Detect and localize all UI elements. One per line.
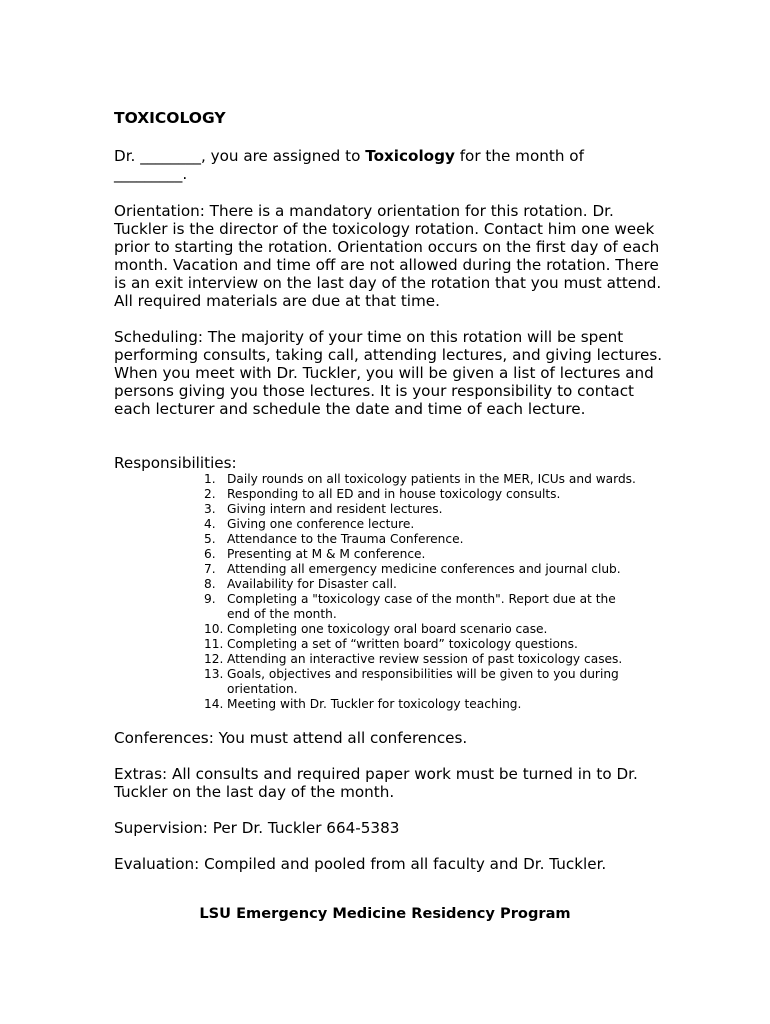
list-item	[204, 487, 674, 502]
list-item	[204, 577, 674, 592]
list-item-number: 5.	[204, 532, 216, 546]
extras-paragraph: Extras: All consults and required paper work must be turned in to Dr. Tuckler on the last day of the month.	[114, 765, 638, 801]
list-item-text: Attendance to the Trauma Conference.	[227, 532, 464, 546]
list-item-number: 10.	[204, 622, 224, 636]
list-item-text: Attending all emergency medicine conferences and journal club.	[227, 562, 621, 576]
list-item-text: Responding to all ED and in house toxicology consults.	[227, 487, 561, 501]
list-item-number: 7.	[204, 562, 216, 576]
list-item	[204, 652, 674, 667]
program-footer: LSU Emergency Medicine Residency Program	[199, 905, 571, 922]
list-item-text: Daily rounds on all toxicology patients in the MER, ICUs and wards.	[227, 472, 636, 486]
assignment-month-blank: _________.	[114, 165, 188, 183]
list-item-number: 3.	[204, 502, 216, 516]
conferences-paragraph: Conferences: You must attend all conferences.	[114, 729, 468, 747]
list-item-number: 8.	[204, 577, 216, 591]
assignment-rotation: Toxicology	[365, 147, 455, 165]
list-item-text: Presenting at M & M conference.	[227, 547, 426, 561]
list-item-number: 9.	[204, 592, 216, 606]
list-item-text: Giving intern and resident lectures.	[227, 502, 443, 516]
list-item-text: Giving one conference lecture.	[227, 517, 415, 531]
list-item-number: 12.	[204, 652, 224, 666]
list-item	[204, 547, 674, 562]
list-item	[204, 637, 674, 652]
list-item-text: Completing one toxicology oral board scenario case.	[227, 622, 548, 636]
list-item	[204, 517, 674, 532]
assignment-suffix: for the month of	[454, 147, 584, 165]
supervision-paragraph: Supervision: Per Dr. Tuckler 664-5383	[114, 819, 400, 837]
list-item-text: Completing a "toxicology case of the month". Report due at the end of the month.	[227, 592, 616, 621]
list-item-number: 4.	[204, 517, 216, 531]
list-item-text: Availability for Disaster call.	[227, 577, 397, 591]
list-item	[204, 667, 674, 697]
list-item-number: 13.	[204, 667, 224, 681]
list-item-number: 6.	[204, 547, 216, 561]
list-item	[204, 532, 674, 547]
document-title: TOXICOLOGY	[114, 109, 226, 127]
assignment-prefix: Dr. ________, you are assigned to	[114, 147, 366, 165]
responsibilities-list	[204, 472, 674, 712]
list-item	[204, 502, 674, 517]
scheduling-paragraph: Scheduling: The majority of your time on this rotation will be spent performing consults, taking call, attending lectures, and giving lectures. When you meet with Dr. Tuckler, you will be given a list of lectures and persons giving you those lectures. It is your responsibility to contact each lecturer and schedule the date and time of each lecture.	[114, 328, 663, 418]
list-item-text: Completing a set of “written board” toxicology questions.	[227, 637, 578, 651]
list-item-text: Goals, objectives and responsibilities will be given to you during orientation.	[227, 667, 619, 696]
list-item	[204, 592, 674, 622]
list-item	[204, 472, 674, 487]
list-item-number: 11.	[204, 637, 224, 651]
list-item	[204, 697, 674, 712]
list-item	[204, 562, 674, 577]
list-item-number: 14.	[204, 697, 224, 711]
list-item-number: 2.	[204, 487, 216, 501]
orientation-paragraph: Orientation: There is a mandatory orientation for this rotation. Dr. Tuckler is the director of the toxicology rotation. Contact him one week prior to starting the rotation. Orientation occurs on the first day of each month. Vacation and time off are not allowed during the rotation. There is an exit interview on the last day of the rotation that you must attend. All required materials are due at that time.	[114, 202, 662, 310]
list-item-text: Meeting with Dr. Tuckler for toxicology teaching.	[227, 697, 522, 711]
evaluation-paragraph: Evaluation: Compiled and pooled from all faculty and Dr. Tuckler.	[114, 855, 607, 873]
list-item-text: Attending an interactive review session of past toxicology cases.	[227, 652, 623, 666]
assignment-paragraph	[114, 147, 664, 183]
list-item	[204, 622, 674, 637]
list-item-number: 1.	[204, 472, 216, 486]
responsibilities-heading: Responsibilities:	[114, 454, 237, 472]
